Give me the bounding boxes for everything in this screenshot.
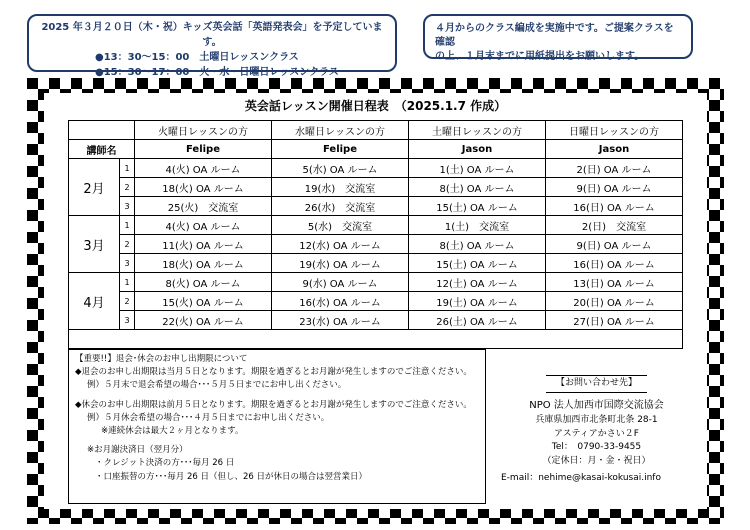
lesson-number: 2 [120, 235, 135, 254]
table-row [69, 254, 683, 273]
lesson-cell: 5(水) OA ルーム [272, 159, 409, 178]
lesson-cell: 9(日) OA ルーム [546, 235, 683, 254]
lesson-cell: 18(火) OA ルーム [135, 178, 272, 197]
lesson-cell: 18(火) OA ルーム [135, 254, 272, 273]
schedule-table [68, 120, 683, 349]
contact-email[interactable]: E-mail：nehime@kasai-kokusai.info [501, 473, 661, 483]
lesson-cell: 23(水) OA ルーム [272, 311, 409, 330]
payment-heading: ※お月謝決済日（翌月分） [87, 445, 188, 456]
lesson-cell: 16(日) OA ルーム [546, 254, 683, 273]
class-notice-line2: の上、１月末までに用紙提出をお願いします。 [435, 51, 645, 62]
lesson-number: 1 [120, 216, 135, 235]
event-time-saturday: ●13：30〜15：00 土曜日レッスンクラス [95, 52, 299, 63]
table-row [69, 273, 683, 292]
lesson-number: 3 [120, 197, 135, 216]
teacher-sunday: Jason [546, 140, 683, 159]
lesson-cell: 13(日) OA ルーム [546, 273, 683, 292]
header-saturday: 土曜日レッスンの方 [409, 121, 546, 140]
header-tuesday: 火曜日レッスンの方 [135, 121, 272, 140]
header-sunday: 日曜日レッスンの方 [546, 121, 683, 140]
month-label: 2月 [69, 159, 120, 216]
contact-organization: NPO 法人加西市国際交流協会 [529, 399, 664, 411]
table-row [69, 178, 683, 197]
lesson-cell: 19(水) OA ルーム [272, 254, 409, 273]
table-row [69, 159, 683, 178]
lesson-cell: 22(火) OA ルーム [135, 311, 272, 330]
lesson-number: 3 [120, 311, 135, 330]
table-blank-row [69, 330, 683, 349]
lesson-number: 1 [120, 159, 135, 178]
table-row [69, 311, 683, 330]
month-label: 4月 [69, 273, 120, 330]
table-row [69, 292, 683, 311]
contact-block [499, 375, 694, 486]
info-heading: 【重要!!】退会･休会のお申し出期限について [75, 354, 248, 364]
contact-hours: （定休日：月・金・祝日） [542, 455, 651, 466]
table-header-row [69, 121, 683, 140]
schedule-title: 英会話レッスン開催日程表 （2025.1.7 作成） [244, 99, 507, 113]
event-notice-line: 2025 年３月２０日（木・祝）キッズ英会話「英語発表会」を予定しています。 [41, 22, 383, 48]
leave-rule: ◆休会のお申し出期限は前月５日となります。期限を過ぎるとお月謝が発生しますのでご注意ください。 [75, 399, 472, 410]
header-blank [69, 121, 135, 140]
lesson-cell: 2(日) 交流室 [546, 216, 683, 235]
lesson-cell: 25(火) 交流室 [135, 197, 272, 216]
month-label: 3月 [69, 216, 120, 273]
class-notice-box [423, 14, 693, 62]
blank-cell [69, 330, 683, 349]
contact-label: 【お問い合わせ先】 [546, 375, 647, 393]
lesson-cell: 15(火) OA ルーム [135, 292, 272, 311]
table-row [69, 197, 683, 216]
lesson-cell: 12(土) OA ルーム [409, 273, 546, 292]
lesson-number: 3 [120, 254, 135, 273]
class-notice-line1: ４月からのクラス編成を実施中です。ご提案クラスを確認 [435, 23, 674, 48]
header-wednesday: 水曜日レッスンの方 [272, 121, 409, 140]
lesson-cell: 27(日) OA ルーム [546, 311, 683, 330]
lesson-cell: 1(土) 交流室 [409, 216, 546, 235]
lesson-number: 2 [120, 292, 135, 311]
event-notice-box [27, 14, 397, 78]
lesson-cell: 8(土) OA ルーム [409, 235, 546, 254]
lesson-cell: 26(土) OA ルーム [409, 311, 546, 330]
leave-example: 例）５月休会希望の場合･･･４月５日までにお申し出ください。 [87, 412, 330, 423]
lesson-cell: 8(土) OA ルーム [409, 178, 546, 197]
teacher-wednesday: Felipe [272, 140, 409, 159]
contact-building: アスティアかさい２F [554, 428, 639, 439]
withdrawal-example: 例）５月末で退会希望の場合･･･５月５日までにお申し出ください。 [87, 380, 347, 391]
lesson-cell: 19(土) OA ルーム [409, 292, 546, 311]
lesson-cell: 20(日) OA ルーム [546, 292, 683, 311]
lesson-cell: 12(水) OA ルーム [272, 235, 409, 254]
lesson-cell: 9(水) OA ルーム [272, 273, 409, 292]
lesson-cell: 2(日) OA ルーム [546, 159, 683, 178]
teacher-row [69, 140, 683, 159]
lesson-cell: 4(火) OA ルーム [135, 159, 272, 178]
lesson-cell: 4(火) OA ルーム [135, 216, 272, 235]
contact-address: 兵庫県加西市北条町北条 28-1 [535, 415, 658, 425]
lesson-cell: 8(火) OA ルーム [135, 273, 272, 292]
leave-note: ※連続休会は最大２ヶ月となります。 [101, 426, 244, 437]
lesson-cell: 15(土) OA ルーム [409, 197, 546, 216]
contact-phone: Tel： 0790-33-9455 [551, 442, 642, 452]
lesson-cell: 16(水) OA ルーム [272, 292, 409, 311]
lesson-number: 1 [120, 273, 135, 292]
table-row [69, 235, 683, 254]
teacher-label: 講師名 [69, 140, 135, 159]
lesson-cell: 5(水) 交流室 [272, 216, 409, 235]
withdrawal-rule: ◆退会のお申し出期限は当月５日となります。期限を過ぎるとお月謝が発生しますのでご注意ください。 [75, 367, 472, 378]
teacher-saturday: Jason [409, 140, 546, 159]
payment-bank: ・口座振替の方･･･毎月 26 日（但し、26 日が休日の場合は翌営業日） [95, 471, 367, 482]
schedule-sheet [44, 93, 707, 509]
lesson-cell: 9(日) OA ルーム [546, 178, 683, 197]
lesson-number: 2 [120, 178, 135, 197]
teacher-tuesday: Felipe [135, 140, 272, 159]
lesson-cell: 16(日) OA ルーム [546, 197, 683, 216]
event-time-weekday: ●15：30〜17：00 火・水・日曜日レッスンクラス [95, 67, 339, 78]
lesson-cell: 1(土) OA ルーム [409, 159, 546, 178]
table-row [69, 216, 683, 235]
payment-credit: ・クレジット決済の方･･･毎月 26 日 [95, 458, 235, 469]
lesson-cell: 26(水) 交流室 [272, 197, 409, 216]
lesson-cell: 11(火) OA ルーム [135, 235, 272, 254]
deadline-info-box [68, 349, 486, 504]
lesson-cell: 19(水) 交流室 [272, 178, 409, 197]
lesson-cell: 15(土) OA ルーム [409, 254, 546, 273]
